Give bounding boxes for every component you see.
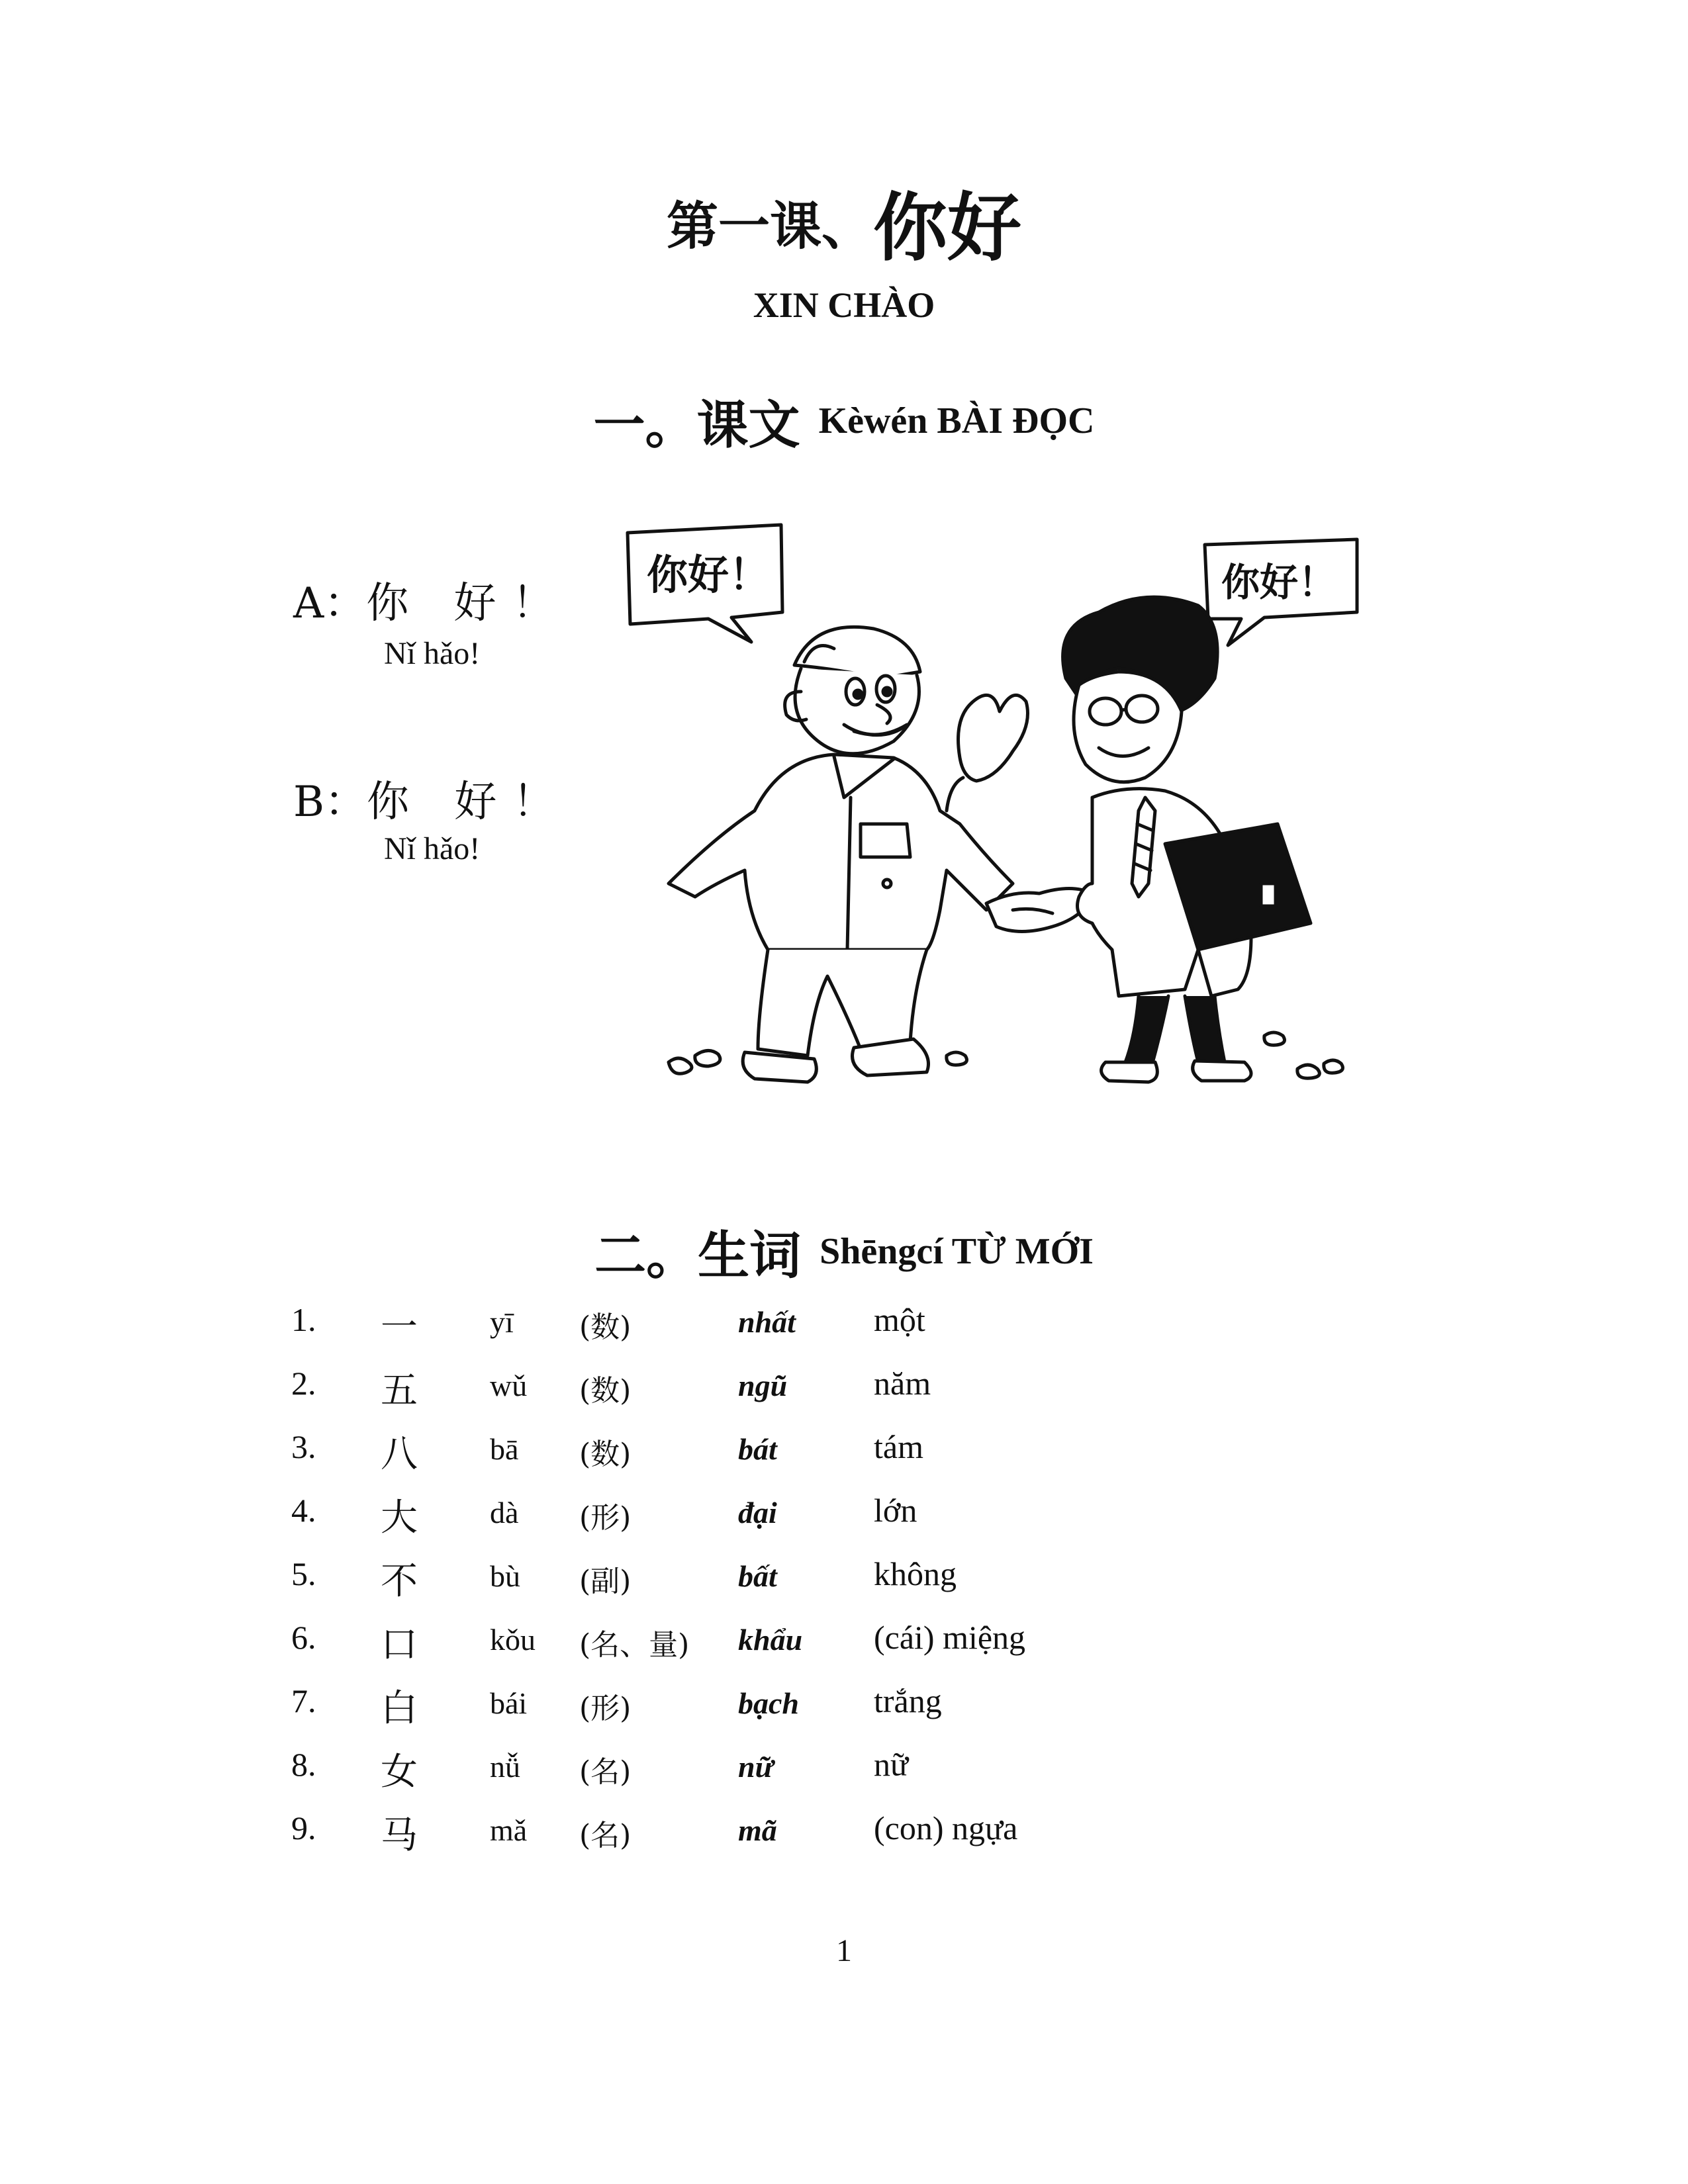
vocab-han-viet: ngũ (738, 1369, 788, 1402)
vocab-part-of-speech: (名) (579, 1819, 632, 1852)
lesson-title (0, 169, 1688, 275)
worker-figure (669, 627, 1028, 1082)
vocab-meaning: trắng (874, 1682, 942, 1719)
vocab-han-viet: bát (738, 1432, 777, 1466)
vocab-han-viet: bất (738, 1559, 777, 1593)
dialogue-text: 你 好！ (366, 579, 571, 628)
vocab-row (291, 1491, 1483, 1555)
vocab-meaning: lớn (874, 1492, 917, 1529)
vocab-row (291, 1555, 1483, 1618)
page-number: 1 (836, 1933, 852, 1968)
vocab-hanzi: 大 (381, 1496, 418, 1539)
vocab-row (291, 1300, 1483, 1364)
vocab-hanzi: 马 (381, 1814, 418, 1857)
vocab-part-of-speech: (形) (579, 1501, 632, 1535)
vocab-meaning: năm (874, 1365, 931, 1402)
vocab-han-viet: bạch (738, 1686, 799, 1720)
vocab-number: 3. (291, 1428, 316, 1465)
vocab-number: 5. (291, 1555, 316, 1592)
businessman-figure (1063, 597, 1311, 1082)
vocab-meaning: tám (874, 1428, 923, 1465)
vocab-part-of-speech: (形) (579, 1692, 632, 1725)
section-title-vi: Kèwén BÀI ĐỌC (818, 400, 1095, 441)
vocab-meaning: một (874, 1301, 925, 1338)
speaker-label: B： (293, 778, 367, 827)
lesson-title-prefix: 第一课、 (666, 196, 873, 257)
vocab-part-of-speech: (数) (579, 1437, 632, 1471)
vocab-hanzi: 一 (381, 1306, 418, 1349)
speech-bubble-right-text: 你好！ (1221, 560, 1337, 605)
speech-bubble-left-text: 你好！ (646, 551, 771, 599)
vocab-part-of-speech: (数) (579, 1374, 632, 1408)
vocab-number: 4. (291, 1492, 316, 1529)
dialogue-line-b (293, 768, 571, 829)
vocab-meaning: (cái) miệng (874, 1619, 1026, 1656)
vocab-row (291, 1428, 1483, 1491)
vocab-row (291, 1364, 1483, 1428)
vocab-number: 7. (291, 1682, 316, 1719)
dialogue-pinyin-a: Nǐ hǎo! (384, 636, 481, 671)
vocab-number: 8. (291, 1746, 316, 1783)
vocab-meaning: (con) ngựa (874, 1809, 1018, 1846)
section-heading-reading (0, 384, 1688, 458)
section-heading-vocabulary (0, 1214, 1688, 1289)
vocab-number: 1. (291, 1301, 316, 1338)
vocab-pinyin: bái (490, 1686, 528, 1720)
dialogue-pinyin-b: Nǐ hǎo! (384, 831, 481, 866)
vocab-row (291, 1618, 1483, 1682)
vocab-han-viet: mã (738, 1813, 777, 1847)
vocab-pinyin: nǚ (490, 1750, 520, 1784)
vocab-pinyin: wǔ (490, 1369, 528, 1402)
section-number: 二。 (594, 1226, 698, 1286)
vocab-pinyin: bù (490, 1559, 520, 1593)
vocab-number: 9. (291, 1809, 316, 1846)
vocab-pinyin: bā (490, 1432, 519, 1466)
speech-bubble-left (628, 525, 782, 642)
section-title-zh: 课文 (696, 396, 800, 455)
vocab-hanzi: 白 (381, 1687, 418, 1730)
vocab-han-viet: đại (738, 1496, 777, 1529)
lesson-subtitle: XIN CHÀO (753, 285, 935, 325)
vocab-row (291, 1809, 1483, 1872)
vocab-row (291, 1745, 1483, 1809)
section-number: 一。 (593, 396, 697, 455)
vocab-number: 2. (291, 1365, 316, 1402)
dialogue-line-a (293, 569, 571, 630)
vocab-han-viet: nữ (738, 1750, 774, 1784)
vocab-hanzi: 口 (381, 1623, 418, 1666)
vocab-hanzi: 八 (381, 1433, 418, 1476)
vocab-hanzi: 五 (381, 1369, 418, 1412)
vocab-hanzi: 女 (381, 1751, 418, 1794)
vocab-hanzi: 不 (381, 1560, 418, 1603)
vocab-part-of-speech: (数) (579, 1310, 632, 1344)
dialogue-text: 你 好！ (367, 778, 571, 827)
speaker-label: A： (293, 579, 367, 628)
vocabulary-list (291, 1300, 1483, 1872)
vocab-pinyin: dà (490, 1496, 519, 1529)
vocab-meaning: nữ (874, 1746, 909, 1783)
vocab-part-of-speech: (副) (579, 1565, 632, 1598)
vocab-pinyin: kǒu (490, 1623, 536, 1657)
vocab-han-viet: nhất (738, 1305, 796, 1339)
vocab-number: 6. (291, 1619, 316, 1656)
vocab-meaning: không (874, 1555, 957, 1592)
vocab-row (291, 1682, 1483, 1745)
vocab-han-viet: khẩu (738, 1623, 803, 1657)
handshake-illustration (616, 513, 1364, 1095)
lesson-title-main: 你好 (873, 185, 1021, 271)
vocab-pinyin: yī (490, 1305, 514, 1339)
speech-bubble-right (1205, 539, 1357, 645)
vocab-part-of-speech: (名、量) (579, 1628, 690, 1662)
vocab-part-of-speech: (名) (579, 1755, 632, 1789)
vocab-pinyin: mǎ (490, 1813, 528, 1847)
section-title-vi: Shēngcí TỪ MỚI (820, 1231, 1094, 1272)
section-title-zh: 生词 (698, 1226, 802, 1286)
